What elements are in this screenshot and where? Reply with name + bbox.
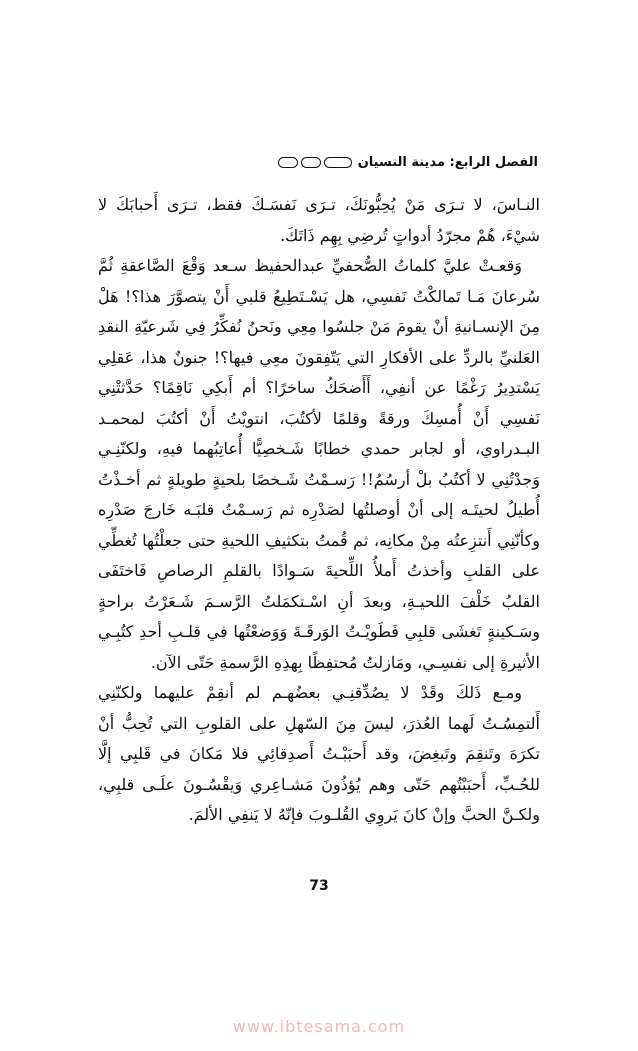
page-body: [98, 190, 540, 831]
ornament-pill-icon: [301, 157, 321, 168]
running-header: [102, 148, 538, 176]
ornament-pill-icon: [324, 157, 352, 168]
paragraph: ومـع ذَلكَ وقَدْ لا يصُدِّقنِـي بعضُهـم لم أنقِمْ عليهما ولكنّنِي أَلتمِسُـتُ لَهما العُذرَ، ليسَ مِنَ السّهلِ على القلوبِ التي تُحِبُّ أنْ تكرَهَ وتَنقِمَ وتَبغِضَ، وقد أَحبَبْـتُ أَصدِقائِي فلا مَكانَ في قَلبِي إلَّا للحُـبِّ، أَحبَبْتُهم حَتّى وهم يُؤذُونَ مَشـاعِري وَيقْسُـونَ علَـى قلبِي، ولكـنَّ الحبَّ وإنْ كانَ يَروِي القُلـوبَ فإنّهُ لا يَنفِي الألمَ.: [98, 683, 540, 824]
header-ornament-icon: [278, 157, 352, 168]
page-number: 73: [309, 878, 329, 894]
paragraph: وَقعـتْ عليَّ كلماتُ الصُّحفيِّ عبدالحفيظ سـعد وَقْعَ الصَّاعقةِ ثُمَّ سُرعانَ مَـا تَمالكْتُ نَفسِي، هل يَسْـتَطِيعُ قلبي أَنْ يتصوَّرَ هذا؟! هَلْ مِنَ الإنسـانيةِ أنْ يقومَ مَنْ جلسُوا مِعِي ونَحنُ نُفكِّرُ فِي شَرعيّةِ النقدِ العَلنيِّ بالردِّ على الأفكارِ التي يَتّفِقونَ معِي فيها؟! جنونٌ هذا، عَقلِي يَسْتدِيرُ رَغْمًا عن أنفِي، أَأَضحَكُ ساخرًا؟ أم أَبكِي نَاقِمًا؟ حَدَّثتْنِي نَفسِي أَنْ أُمسِكَ ورقةً وقلمًا لأكتُبَ، انتويْتُ أَنْ أكتُبَ لمحمـد البـدراوي، أو لجابر حمدي خطابًا شَـخصِيًّا أُعاتِبُهما فيهِ، ولكنّنِـي وَجدْتُنِي لا أكتُبُ بلْ أرسُمُ!! رَسـمْتُ شَـخصًا بلحيةٍ طويلةٍ ثم أخـذْتُ أُطيلُ لحيتَـه إلى أنْ أوصلتُها لصَدْرِه ثم رَسـمْتُ قلبَـه خَارجَ صَدْرِه وكأنّنِي أَنتزِعتُه مِنْ مكانِه، ثم قُمتُ بتكثيفِ اللحيةِ حتى جعلْتُها تُغطِّي على القلبِ وأخذتُ أَملأُ اللِّحيةَ سَـوادًا بالقلمِ الرصاصِ فَاختَفَى القلبُ خَلْفَ اللحيـةِ، وبعدَ أنِ اسْـتكمَلتُ الرَّسـمَ شَـعَرْتُ براحةٍ وسَـكينةٍ تَغشَى قلبِي فَطَويْـتُ الوَرقَـةَ وَوَضعْتُها في قلـبِ أحدِ كتُبِـي الأثيرةِ إلى نفسِـي، ومَازلتُ مُحتفِظًا بِهذِهِ الرَّسمةِ حَتّى الآن.: [98, 256, 540, 672]
chapter-title: الفصل الرابع: مدينة النسيان: [357, 154, 538, 170]
paragraph: النـاسَ، لا تـرَى مَنْ يُحِبُّونَكَ، تـرَى نَفسَـكَ فقط، تـرَى أَحبابَكَ لا شيْءَ، هُمْ مجرّدُ أدواتٍ تُرضِي بِهِم ذَاتَكَ.: [98, 195, 540, 245]
watermark: www.ibtesama.com: [232, 1017, 406, 1036]
ornament-pill-icon: [278, 157, 298, 168]
